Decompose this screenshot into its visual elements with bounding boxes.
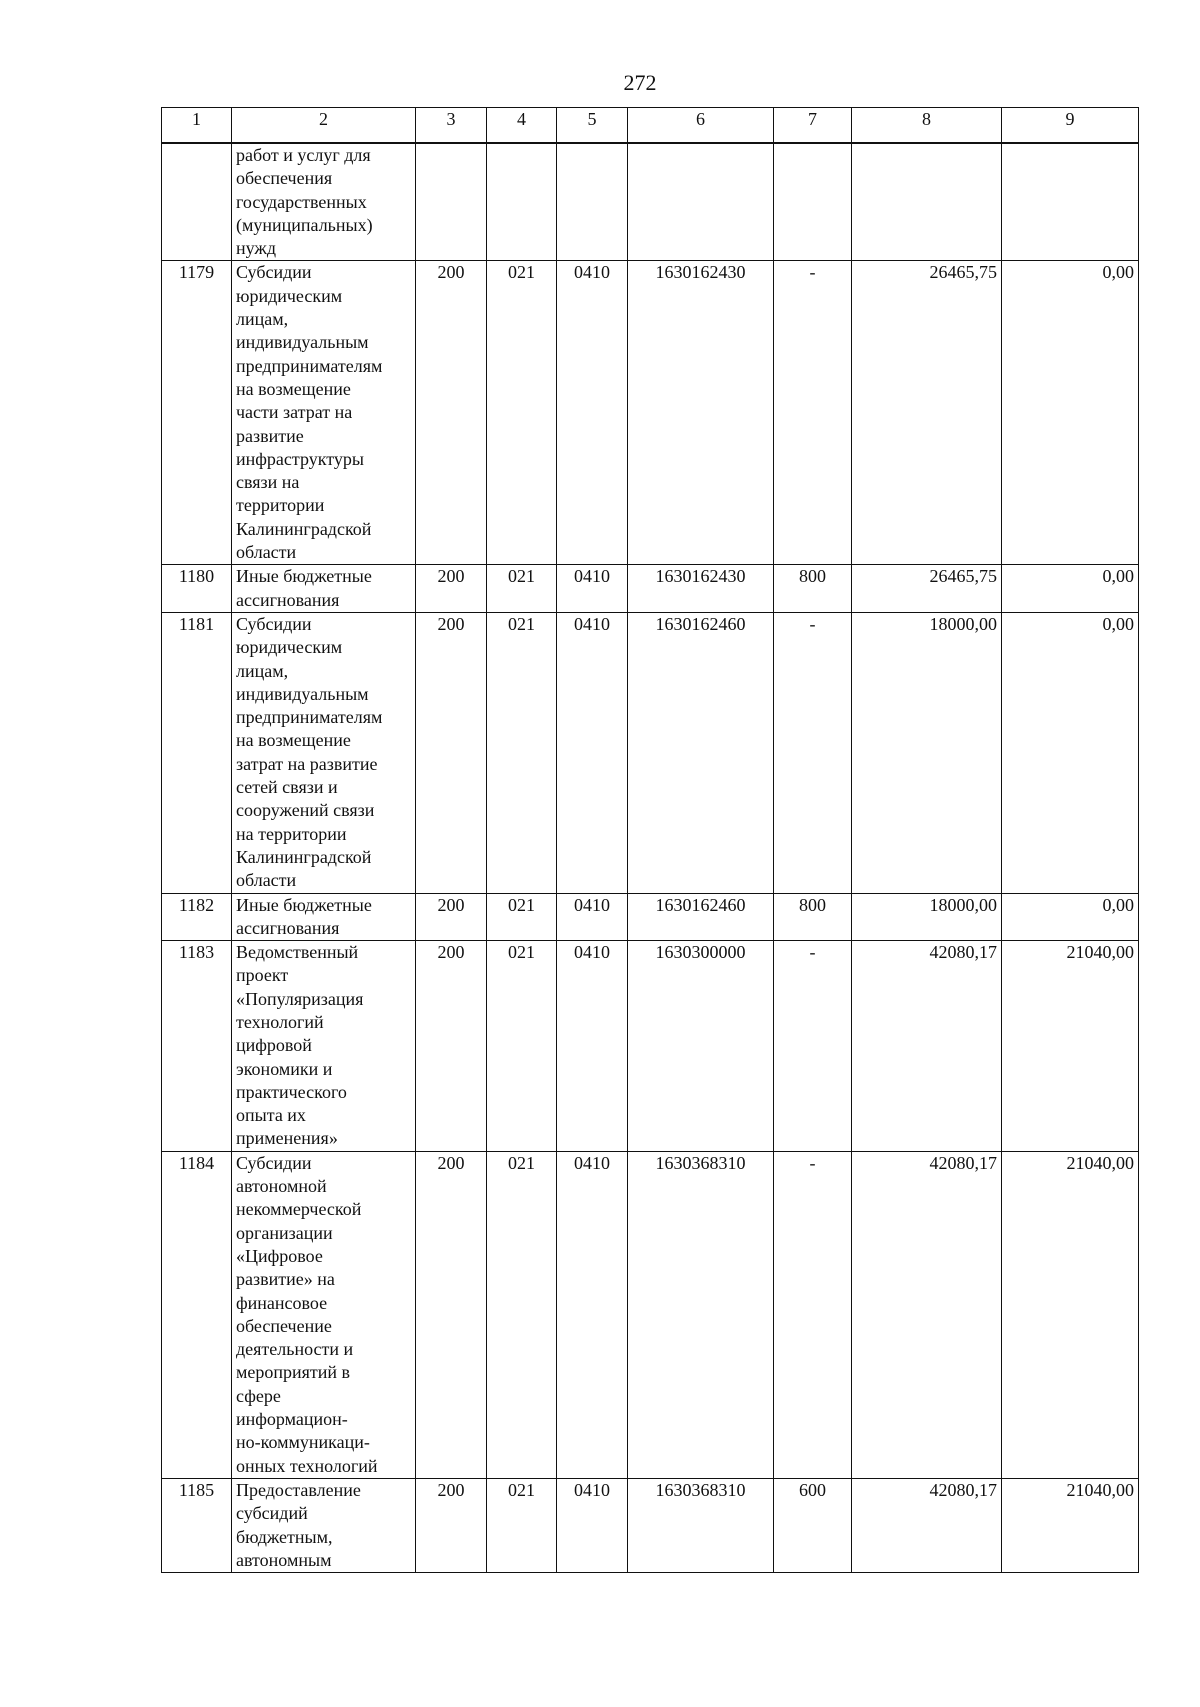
name-line: Калининградской xyxy=(236,846,372,867)
name-line: Иные бюджетные xyxy=(236,894,372,915)
cell-expense-type: 600 xyxy=(774,1478,852,1572)
cell-chapter: 200 xyxy=(416,941,487,1152)
table-row xyxy=(162,1478,1139,1572)
name-line: Иные бюджетные xyxy=(236,566,372,587)
cell-amount-2: 21040,00 xyxy=(1002,1151,1139,1478)
name-line: индивидуальным xyxy=(236,683,369,704)
name-line: сетей связи и xyxy=(236,777,338,798)
budget-table xyxy=(161,107,1139,1573)
cell-chapter: 200 xyxy=(416,261,487,565)
cell-subsection: 0410 xyxy=(557,941,628,1152)
cell-amount-2: 0,00 xyxy=(1002,893,1139,941)
name-line: ассигнования xyxy=(236,589,340,610)
column-header-4: 4 xyxy=(487,108,557,144)
cell-item-name xyxy=(232,565,416,613)
name-line: практического xyxy=(236,1081,347,1102)
name-line: обеспечения xyxy=(236,168,333,189)
cell-target-article: 1630300000 xyxy=(628,941,774,1152)
cell-item-name xyxy=(232,612,416,893)
cell-row-number: 1185 xyxy=(162,1478,232,1572)
table-row xyxy=(162,612,1139,893)
name-line: на территории xyxy=(236,823,347,844)
name-line: нужд xyxy=(236,238,276,259)
column-header-9: 9 xyxy=(1002,108,1139,144)
cell-target-article: 1630162430 xyxy=(628,261,774,565)
name-line: цифровой xyxy=(236,1035,312,1056)
name-line: обеспечение xyxy=(236,1315,332,1336)
table-row xyxy=(162,1151,1139,1478)
name-line: некоммерческой xyxy=(236,1199,362,1220)
cell-chapter: 200 xyxy=(416,1151,487,1478)
name-line: на возмещение xyxy=(236,730,351,751)
name-line: технологий xyxy=(236,1011,324,1032)
table-row xyxy=(162,261,1139,565)
name-line: бюджетным, xyxy=(236,1526,333,1547)
table-row xyxy=(162,893,1139,941)
cell-section: 021 xyxy=(487,1151,557,1478)
name-line: предпринимателям xyxy=(236,355,383,376)
column-header-5: 5 xyxy=(557,108,628,144)
cell-amount-2: 0,00 xyxy=(1002,261,1139,565)
name-line: опыта их xyxy=(236,1105,306,1126)
name-line: Калининградской xyxy=(236,518,372,539)
cell-expense-type: - xyxy=(774,941,852,1152)
name-line: применения» xyxy=(236,1128,338,1149)
table-row xyxy=(162,143,1139,261)
cell-amount-1: 42080,17 xyxy=(852,941,1002,1152)
cell-chapter xyxy=(416,143,487,261)
name-line: предпринимателям xyxy=(236,707,383,728)
name-line: «Цифровое xyxy=(236,1245,323,1266)
cell-subsection: 0410 xyxy=(557,893,628,941)
name-line: субсидий xyxy=(236,1503,308,1524)
table-row xyxy=(162,941,1139,1152)
cell-item-name xyxy=(232,143,416,261)
cell-section: 021 xyxy=(487,612,557,893)
cell-amount-2 xyxy=(1002,143,1139,261)
cell-subsection: 0410 xyxy=(557,565,628,613)
cell-expense-type: 800 xyxy=(774,565,852,613)
column-header-3: 3 xyxy=(416,108,487,144)
table-body xyxy=(162,143,1139,1573)
cell-section: 021 xyxy=(487,261,557,565)
cell-row-number xyxy=(162,143,232,261)
cell-item-name xyxy=(232,941,416,1152)
cell-subsection: 0410 xyxy=(557,261,628,565)
name-line: сооружений связи xyxy=(236,800,375,821)
cell-item-name xyxy=(232,1478,416,1572)
cell-amount-1: 26465,75 xyxy=(852,261,1002,565)
name-line: автономным xyxy=(236,1549,332,1570)
column-header-8: 8 xyxy=(852,108,1002,144)
cell-amount-2: 21040,00 xyxy=(1002,1478,1139,1572)
name-line: затрат на развитие xyxy=(236,753,378,774)
cell-row-number: 1181 xyxy=(162,612,232,893)
table-row xyxy=(162,565,1139,613)
cell-amount-1: 18000,00 xyxy=(852,612,1002,893)
cell-target-article: 1630162460 xyxy=(628,893,774,941)
name-line: организации xyxy=(236,1222,333,1243)
cell-row-number: 1179 xyxy=(162,261,232,565)
name-line: индивидуальным xyxy=(236,332,369,353)
name-line: деятельности и xyxy=(236,1339,354,1360)
cell-chapter: 200 xyxy=(416,893,487,941)
cell-section: 021 xyxy=(487,1478,557,1572)
name-line: экономики и xyxy=(236,1058,333,1079)
name-line: части затрат на xyxy=(236,402,353,423)
column-header-1: 1 xyxy=(162,108,232,144)
cell-expense-type: - xyxy=(774,612,852,893)
name-line: юридическим xyxy=(236,285,343,306)
name-line: инфраструктуры xyxy=(236,448,364,469)
cell-row-number: 1180 xyxy=(162,565,232,613)
cell-target-article: 1630162460 xyxy=(628,612,774,893)
cell-expense-type: - xyxy=(774,261,852,565)
name-line: финансовое xyxy=(236,1292,328,1313)
name-line: развитие» на xyxy=(236,1269,335,1290)
cell-amount-1: 42080,17 xyxy=(852,1478,1002,1572)
cell-row-number: 1182 xyxy=(162,893,232,941)
cell-target-article: 1630162430 xyxy=(628,565,774,613)
cell-section: 021 xyxy=(487,565,557,613)
cell-section xyxy=(487,143,557,261)
column-header-6: 6 xyxy=(628,108,774,144)
cell-expense-type: 800 xyxy=(774,893,852,941)
cell-expense-type: - xyxy=(774,1151,852,1478)
cell-subsection: 0410 xyxy=(557,1151,628,1478)
cell-amount-1: 18000,00 xyxy=(852,893,1002,941)
name-line: развитие xyxy=(236,425,304,446)
cell-chapter: 200 xyxy=(416,565,487,613)
cell-chapter: 200 xyxy=(416,612,487,893)
cell-amount-2: 0,00 xyxy=(1002,612,1139,893)
name-line: сфере xyxy=(236,1385,281,1406)
cell-section: 021 xyxy=(487,893,557,941)
name-line: проект xyxy=(236,965,289,986)
cell-item-name xyxy=(232,893,416,941)
name-line: лицам, xyxy=(236,660,289,681)
name-line: но-коммуникаци- xyxy=(236,1432,370,1453)
cell-amount-1 xyxy=(852,143,1002,261)
cell-item-name xyxy=(232,1151,416,1478)
cell-amount-2: 0,00 xyxy=(1002,565,1139,613)
cell-target-article: 1630368310 xyxy=(628,1151,774,1478)
name-line: информацион- xyxy=(236,1409,348,1430)
name-line: Предоставление xyxy=(236,1479,361,1500)
name-line: связи на xyxy=(236,472,300,493)
column-header-7: 7 xyxy=(774,108,852,144)
name-line: Субсидии xyxy=(236,613,312,634)
name-line: Субсидии xyxy=(236,1152,312,1173)
name-line: юридическим xyxy=(236,637,343,658)
cell-chapter: 200 xyxy=(416,1478,487,1572)
cell-subsection: 0410 xyxy=(557,612,628,893)
cell-target-article xyxy=(628,143,774,261)
cell-amount-1: 42080,17 xyxy=(852,1151,1002,1478)
cell-amount-2: 21040,00 xyxy=(1002,941,1139,1152)
cell-section: 021 xyxy=(487,941,557,1152)
page-number: 272 xyxy=(623,70,657,95)
name-line: Ведомственный xyxy=(236,942,359,963)
cell-subsection xyxy=(557,143,628,261)
name-line: области xyxy=(236,870,297,891)
cell-item-name xyxy=(232,261,416,565)
name-line: мероприятий в xyxy=(236,1362,351,1383)
cell-row-number: 1183 xyxy=(162,941,232,1152)
name-line: на возмещение xyxy=(236,378,351,399)
cell-row-number: 1184 xyxy=(162,1151,232,1478)
cell-expense-type xyxy=(774,143,852,261)
name-line: области xyxy=(236,542,297,563)
header-row xyxy=(162,108,1139,144)
cell-subsection: 0410 xyxy=(557,1478,628,1572)
cell-amount-1: 26465,75 xyxy=(852,565,1002,613)
name-line: ассигнования xyxy=(236,917,340,938)
cell-target-article: 1630368310 xyxy=(628,1478,774,1572)
name-line: (муниципальных) xyxy=(236,214,373,235)
name-line: онных технологий xyxy=(236,1455,378,1476)
name-line: работ и услуг для xyxy=(236,145,371,165)
name-line: территории xyxy=(236,495,325,516)
name-line: автономной xyxy=(236,1176,327,1197)
name-line: лицам, xyxy=(236,309,289,330)
name-line: «Популяризация xyxy=(236,988,364,1009)
column-header-2: 2 xyxy=(232,108,416,144)
name-line: Субсидии xyxy=(236,262,312,283)
name-line: государственных xyxy=(236,191,367,212)
